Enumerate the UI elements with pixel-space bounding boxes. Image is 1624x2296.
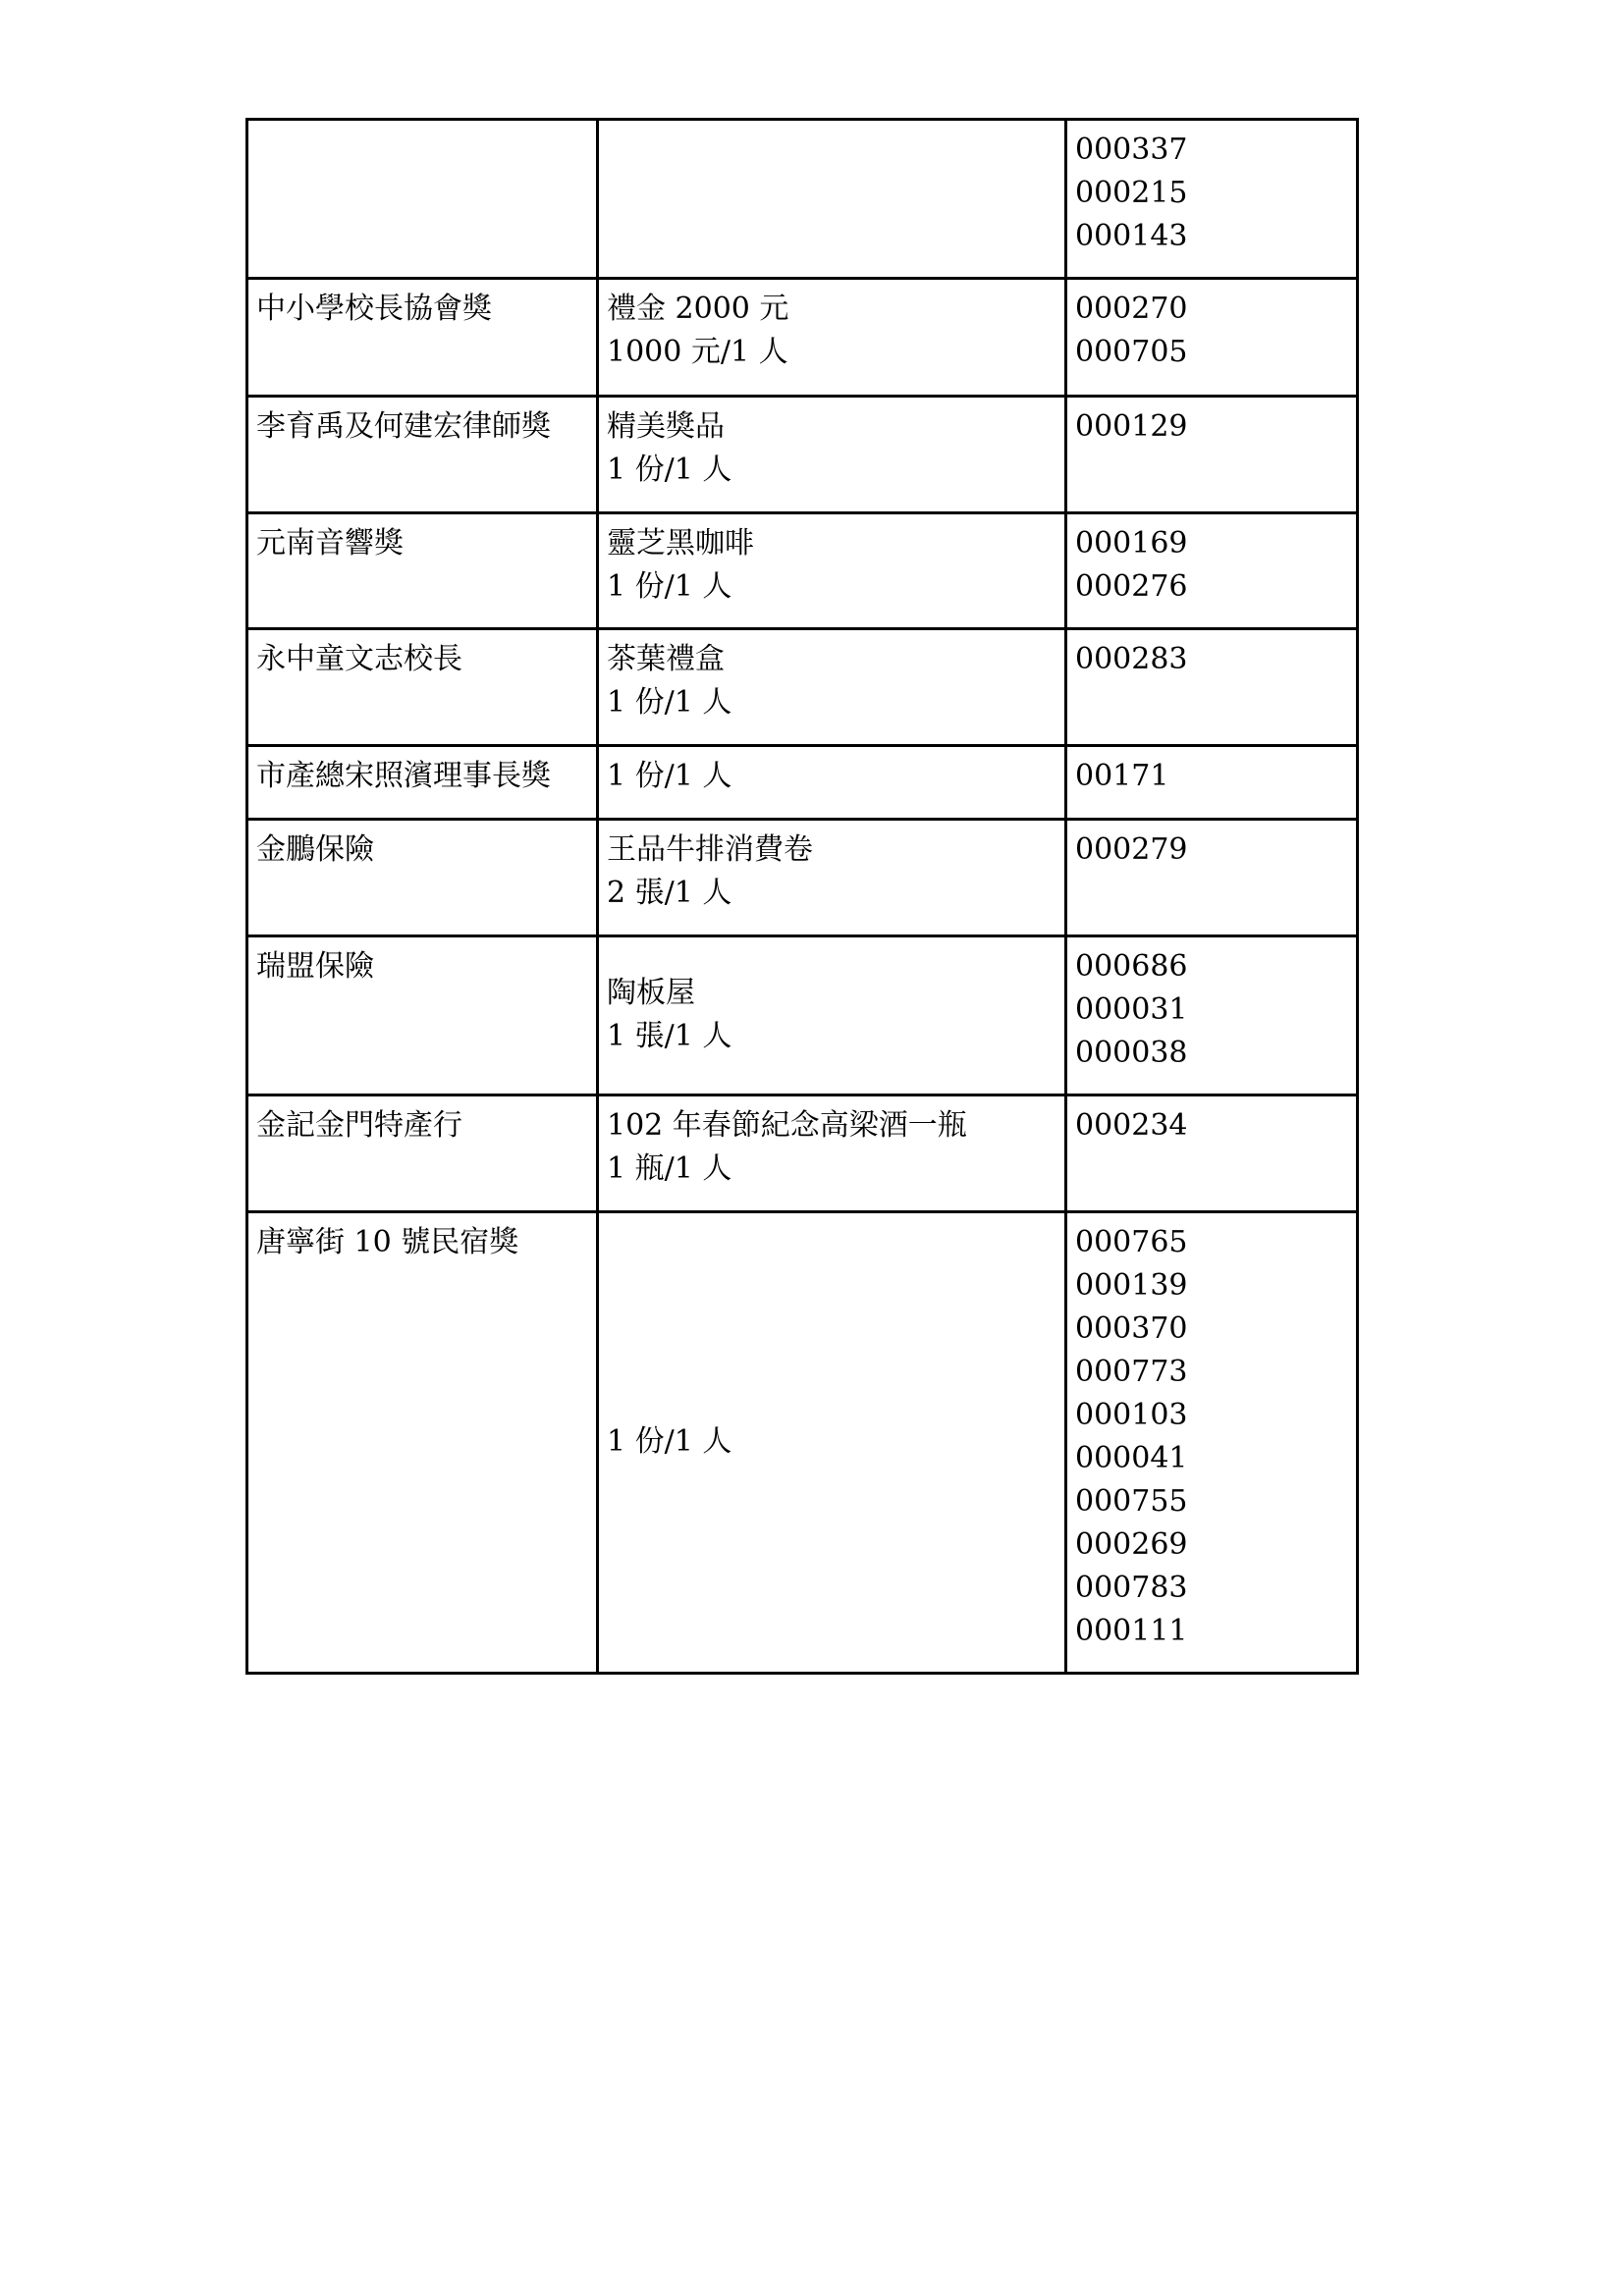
winners-cell (1066, 513, 1358, 629)
sponsor-name: 永中童文志校長 (256, 642, 462, 676)
winners-cell (1066, 936, 1358, 1095)
table-row (247, 936, 1358, 1095)
winner-number: 000755 (1075, 1484, 1188, 1519)
prize-description: 陶板屋 (607, 975, 695, 1010)
winner-number: 000773 (1075, 1355, 1188, 1389)
sponsor-name: 金鵬保險 (256, 832, 374, 867)
sponsor-cell (247, 746, 598, 820)
sponsor-name: 李育禹及何建宏律師獎 (256, 409, 551, 444)
table-row (247, 120, 1358, 279)
winner-number: 000705 (1075, 335, 1188, 369)
prize-quantity: 1 份/1 人 (607, 569, 732, 604)
winners-cell (1066, 120, 1358, 279)
winners-cell (1066, 397, 1358, 513)
sponsor-cell (247, 513, 598, 629)
prize-description: 102 年春節紀念高梁酒一瓶 (607, 1108, 967, 1143)
sponsor-name: 瑞盟保險 (256, 949, 374, 984)
prize-quantity: 1 瓶/1 人 (607, 1151, 732, 1186)
sponsor-cell (247, 936, 598, 1095)
table-row (247, 279, 1358, 397)
prize-cell (598, 1095, 1066, 1212)
winner-number: 000169 (1075, 526, 1188, 561)
sponsor-name: 市產總宋照濱理事長獎 (256, 759, 551, 793)
prize-description: 靈芝黑咖啡 (607, 526, 754, 561)
prize-quantity: 1 份/1 人 (607, 759, 732, 793)
winner-number: 000038 (1075, 1036, 1188, 1070)
winner-number: 000143 (1075, 219, 1188, 253)
prize-cell (598, 1212, 1066, 1674)
prize-quantity: 1 份/1 人 (607, 453, 732, 487)
winner-number: 000283 (1075, 642, 1188, 676)
prize-description: 茶葉禮盒 (607, 642, 725, 676)
winner-number: 000686 (1075, 949, 1188, 984)
sponsor-name: 唐寧街 10 號民宿獎 (256, 1225, 519, 1259)
winner-number: 000031 (1075, 992, 1188, 1027)
prize-cell (598, 120, 1066, 279)
table-row (247, 513, 1358, 629)
sponsor-cell (247, 279, 598, 397)
winner-number: 000337 (1075, 133, 1188, 167)
prize-quantity: 1000 元/1 人 (607, 335, 788, 369)
sponsor-cell (247, 1212, 598, 1674)
prize-description: 王品牛排消費卷 (607, 832, 813, 867)
prize-cell (598, 279, 1066, 397)
table-row (247, 746, 1358, 820)
winner-number: 000111 (1075, 1614, 1188, 1648)
winners-cell (1066, 746, 1358, 820)
prize-cell (598, 820, 1066, 936)
prize-cell (598, 936, 1066, 1095)
prize-description: 禮金 2000 元 (607, 292, 789, 326)
prize-quantity: 1 張/1 人 (607, 1018, 732, 1053)
table-row (247, 629, 1358, 746)
prize-description: 精美獎品 (607, 409, 725, 444)
prize-cell (598, 629, 1066, 746)
table-row (247, 397, 1358, 513)
winner-number: 000370 (1075, 1311, 1188, 1346)
prize-quantity: 1 份/1 人 (607, 685, 732, 720)
sponsor-cell (247, 120, 598, 279)
winners-cell (1066, 279, 1358, 397)
winner-number: 000103 (1075, 1398, 1188, 1432)
sponsor-cell (247, 629, 598, 746)
winner-number: 000041 (1075, 1441, 1188, 1475)
winners-cell (1066, 1095, 1358, 1212)
winner-number: 000783 (1075, 1571, 1188, 1605)
winner-number: 000139 (1075, 1268, 1188, 1303)
prize-quantity: 1 份/1 人 (607, 1423, 732, 1459)
winner-number: 000269 (1075, 1527, 1188, 1562)
winner-number: 000765 (1075, 1225, 1188, 1259)
winner-number: 000276 (1075, 569, 1188, 604)
winners-cell (1066, 629, 1358, 746)
prize-cell (598, 746, 1066, 820)
table-row (247, 820, 1358, 936)
prize-cell (598, 397, 1066, 513)
sponsor-cell (247, 1095, 598, 1212)
winner-number: 000215 (1075, 176, 1188, 210)
table-row (247, 1212, 1358, 1674)
winner-number: 00171 (1075, 759, 1169, 793)
prize-table (245, 118, 1359, 1675)
winners-cell (1066, 820, 1358, 936)
prize-cell (598, 513, 1066, 629)
sponsor-cell (247, 820, 598, 936)
sponsor-cell (247, 397, 598, 513)
winner-number: 000270 (1075, 292, 1188, 326)
sponsor-name: 金記金門特產行 (256, 1108, 462, 1143)
sponsor-name: 元南音響獎 (256, 526, 404, 561)
sponsor-name: 中小學校長協會獎 (256, 292, 492, 326)
winner-number: 000279 (1075, 832, 1188, 867)
winner-number: 000234 (1075, 1108, 1188, 1143)
table-row (247, 1095, 1358, 1212)
winner-number: 000129 (1075, 409, 1188, 444)
winners-cell (1066, 1212, 1358, 1674)
prize-quantity: 2 張/1 人 (607, 876, 732, 910)
